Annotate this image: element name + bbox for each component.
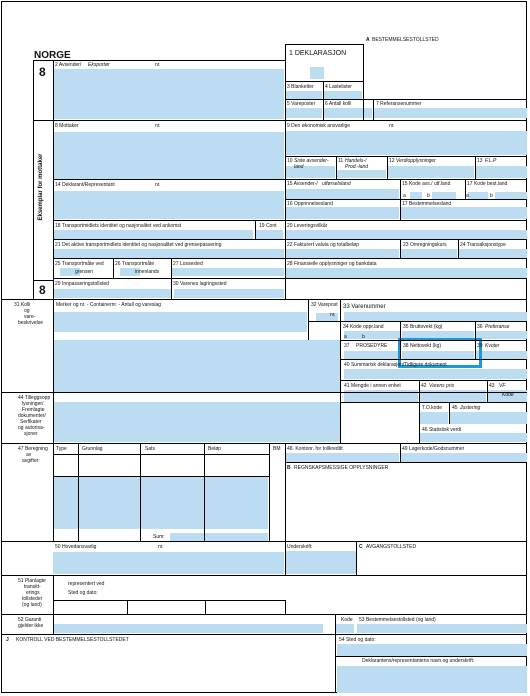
f44-label-5: Serfikater <box>20 419 42 425</box>
f13-italic: F.L.P <box>485 158 497 164</box>
rule <box>33 120 527 121</box>
signature-label: Underskrift: <box>287 544 313 550</box>
f4-label: 4 Lastelister <box>325 84 352 90</box>
rule <box>127 600 128 615</box>
f31-text: Merker og nr. - Containernr. - Antall og vareslag <box>56 302 162 308</box>
f16-label: 16 Opprinnelsesland <box>287 201 333 207</box>
rule <box>33 280 53 281</box>
f50-label: 50 Hovedansvarlig <box>55 544 97 550</box>
f17a-label: 17 Kode best.land <box>467 181 508 187</box>
forms-field[interactable] <box>286 91 322 99</box>
rule <box>53 575 54 635</box>
storage-place-field[interactable] <box>174 289 284 298</box>
f6-label: 6 Antall kolli <box>325 101 352 107</box>
col-rate: Sats <box>145 446 156 452</box>
f23-label: 23 Omregningskurs <box>403 242 447 248</box>
to-code-field[interactable] <box>420 412 448 424</box>
rule <box>205 600 206 615</box>
rule <box>53 454 269 455</box>
f15a-label: 15 Kode avs./ utf.land <box>402 181 451 187</box>
sum-field[interactable] <box>170 533 268 541</box>
f34-sub-a: a <box>344 334 347 340</box>
rule <box>53 179 527 180</box>
col-type: Type <box>56 446 67 452</box>
rule <box>363 44 364 120</box>
destination-office-field[interactable] <box>357 624 527 633</box>
rule <box>2 634 527 635</box>
f17a-sub-b: b <box>490 193 493 199</box>
col-amount: Beløp <box>208 446 222 452</box>
f19-label: 19 Cont <box>259 223 277 229</box>
f39-label: 39 <box>477 343 483 349</box>
guarantee-code-field[interactable] <box>336 624 354 633</box>
f8-nr: nr. <box>155 123 161 129</box>
f43-vf: VF <box>499 383 506 389</box>
section-j-letter: J <box>6 637 9 643</box>
rule <box>171 258 172 299</box>
f20-label: 20 Leveringsvilkår <box>287 223 328 229</box>
rule <box>285 44 363 45</box>
f24-label: 24 Transaksjonstype <box>460 242 506 248</box>
f9-label: 9 Den økonomisk ansvarlige <box>287 123 351 129</box>
f3-label: 3 Blanketter <box>287 84 314 90</box>
warehouse-code-field[interactable] <box>401 453 527 462</box>
to-code-label: T.O.kode <box>422 405 443 411</box>
rule <box>458 239 459 258</box>
f43-kode: Kode <box>502 392 514 398</box>
rule <box>285 199 527 200</box>
f2-label: 2 Avsender/ <box>55 62 82 68</box>
rule <box>285 81 363 82</box>
trade-country-field[interactable] <box>337 170 386 178</box>
f51-label-4: tollsteder <box>22 596 43 602</box>
place-date-label: Sted og dato: <box>68 590 98 596</box>
summary-declaration-field[interactable] <box>344 369 527 379</box>
f32-label: 32 Varepost <box>311 302 338 308</box>
rule <box>449 402 450 424</box>
f26-label-2: innenlands <box>135 269 160 275</box>
copy-side-label: Eksemplar for mottaker <box>38 153 44 221</box>
goods-description-lower-field[interactable] <box>53 340 340 392</box>
rule <box>53 220 527 221</box>
declaration-label: 1 DEKLARASJON <box>289 50 347 57</box>
rule <box>2 392 527 393</box>
destination-code-a-field[interactable] <box>468 192 488 199</box>
f34-label: 34 Kode oppr.land <box>343 324 384 330</box>
items-field[interactable] <box>286 108 322 118</box>
unloading-place-field[interactable] <box>172 268 284 276</box>
rule <box>113 258 114 278</box>
rule <box>2 575 527 576</box>
declarant-field[interactable] <box>53 191 284 219</box>
f43-label: 43 <box>489 383 495 389</box>
f13-label: 13 <box>477 158 483 164</box>
rule <box>285 44 286 299</box>
f44-label-4: dokumenter/ <box>18 413 46 419</box>
sender-field[interactable] <box>53 69 284 119</box>
f44-label: 44 Tilleggsopp <box>18 395 51 401</box>
sum-label: Sum: <box>153 534 165 540</box>
f2-italic: Eksportør <box>88 62 110 68</box>
f31-label-4: beskrivelse <box>18 320 44 326</box>
f49-label: 49 Lagerkode/Godsnummer <box>402 446 465 452</box>
f31-label-3: vare- <box>24 314 36 320</box>
declarant-signature-field[interactable] <box>337 666 527 693</box>
f47-label: 47 Beregning <box>18 446 48 452</box>
destination-country-field[interactable] <box>401 207 527 219</box>
destination-code-b-field[interactable] <box>495 192 527 199</box>
f27-label: 27 Lossested <box>173 261 203 267</box>
rule <box>340 402 527 403</box>
goods-description-field[interactable] <box>53 312 307 332</box>
f28-label: 28 Finansielle opplysninger og bankdata <box>287 261 377 267</box>
rule <box>400 239 401 258</box>
rule <box>2 541 527 542</box>
represented-by: representert ved <box>68 581 105 587</box>
f21-label: 21 Det aktive transportmidlets identitet og nasjonalitet ved grensepassering <box>55 242 222 248</box>
f39-italic: Kvoter <box>485 343 500 349</box>
f33-label: 33 Varenummer <box>343 304 386 310</box>
f45-italic: Justering <box>460 405 481 411</box>
rule <box>53 258 527 259</box>
declaration-type-field[interactable] <box>310 67 324 79</box>
f42-label: 42 <box>421 383 427 389</box>
copy-number-top: 8 <box>39 65 46 79</box>
f11-italic: Handels-/ Prod.-land <box>345 158 369 170</box>
duty-calc-field[interactable] <box>53 476 268 529</box>
place-date-field[interactable] <box>337 644 527 656</box>
rule <box>340 340 527 341</box>
rule <box>487 380 488 402</box>
rule <box>340 299 341 443</box>
rule <box>308 299 309 340</box>
statistical-value-field[interactable] <box>420 433 527 442</box>
credit-account-field[interactable] <box>286 453 399 462</box>
f25-label-2: grensen <box>75 269 94 275</box>
section-a-letter: A <box>366 37 370 43</box>
responsible-field[interactable] <box>286 131 527 155</box>
f25-label: 25 Transportmåte ved <box>55 261 104 267</box>
rule <box>340 359 527 360</box>
origin-code-field[interactable] <box>344 331 400 339</box>
financial-info-field[interactable] <box>286 268 527 278</box>
f44-label-6: og autorisa- <box>18 425 45 431</box>
transaction-type-field[interactable] <box>459 249 527 258</box>
section-b-title: REGNSKAPSMESSIGE OPPLYSNINGER <box>294 465 389 471</box>
f40-label: 40 Summarisk deklarasjon/Tidligere dokument <box>344 362 447 368</box>
f52-label-2: gjelder ikke <box>18 623 44 629</box>
f15a-sub-b: b <box>427 193 430 199</box>
dispatch-code-b-field[interactable] <box>432 192 456 199</box>
f51-label-5: (og land) <box>22 602 42 608</box>
rule <box>475 321 476 359</box>
country-title: NORGE <box>34 50 71 61</box>
f10-label: 10 <box>287 158 293 164</box>
f51-label-2: transitt- <box>24 584 41 590</box>
f36-label: 36 <box>477 324 483 330</box>
f37-label: 37 <box>344 343 350 349</box>
rule <box>2 443 527 444</box>
section-c-letter: C <box>359 544 363 550</box>
origin-country-field[interactable] <box>286 207 399 219</box>
rule <box>400 321 401 359</box>
code-label: Kode <box>341 617 353 623</box>
f15-label: 15 Avsender-/ <box>287 181 318 187</box>
packages-field[interactable] <box>324 108 372 118</box>
f17-label: 17 Bestemmelsesland <box>402 201 452 207</box>
f5-label: 5 Vareposter <box>287 101 316 107</box>
rule <box>323 81 324 120</box>
f26-label: 26 Transportmåte <box>115 261 155 267</box>
rule <box>356 541 357 575</box>
rule <box>255 220 256 239</box>
f12-label: 12 <box>389 158 395 164</box>
rule <box>53 600 285 601</box>
f14-nr: nr. <box>155 182 161 188</box>
f51-label-3: erings <box>26 590 40 596</box>
rule <box>285 156 527 157</box>
f35-label: 35 Bruttovekt (kg) <box>403 324 443 330</box>
loading-lists-field[interactable] <box>324 91 362 99</box>
rule <box>285 443 286 575</box>
f14-label: 14 Deklarant/Representant <box>55 182 115 188</box>
f45-label: 45 <box>452 405 458 411</box>
f7-label: 7 Referansenummer <box>376 101 422 107</box>
f54-signature-label: Deklarantens/representantens navn og underskrift: <box>362 658 475 664</box>
f17a-sub-a: a <box>466 193 469 199</box>
guarantee-field[interactable] <box>53 624 323 633</box>
section-c-title: AVGANGSTOLLSTED <box>366 544 417 550</box>
signature-field[interactable] <box>286 551 356 574</box>
f47-label-3: avgifter: <box>22 458 40 464</box>
entry-office-field[interactable] <box>53 289 172 298</box>
container-field[interactable] <box>256 230 283 239</box>
f29-label: 29 Innpasseringstollsted <box>55 281 109 287</box>
f41-label: 41 Mengde i annen enhet <box>344 383 401 389</box>
col-bm: BM <box>273 446 281 452</box>
rule <box>285 99 527 100</box>
rule <box>269 443 270 541</box>
f2-nr: nr. <box>155 62 161 68</box>
rule <box>53 278 527 279</box>
section-a-title: BESTEMMELSESTOLLSTED <box>372 37 439 43</box>
quota-field[interactable] <box>476 351 527 359</box>
dispatch-code-a-field[interactable] <box>410 192 422 199</box>
f44-label-7: sjoner <box>24 431 38 437</box>
rule <box>285 462 527 463</box>
section-b-letter: B <box>287 465 291 471</box>
rule <box>387 156 388 179</box>
invoice-currency-field[interactable] <box>286 249 399 258</box>
additional-info-field[interactable] <box>53 402 340 442</box>
rule <box>53 299 54 542</box>
f38-label: 38 Nettovekt (kg) <box>403 343 442 349</box>
commodity-code-field[interactable] <box>344 312 527 321</box>
f22-label: 22 Fakturert valuta og totalbeløp <box>287 242 359 248</box>
rule <box>400 443 401 462</box>
rule <box>285 600 286 615</box>
border-transport-field[interactable] <box>53 249 284 258</box>
f30-label: 30 Varenes lagringssted <box>173 281 227 287</box>
f53-label: 53 Bestemmelsestollsted (og land) <box>359 617 436 623</box>
principal-field[interactable] <box>53 552 284 574</box>
rule <box>336 156 337 179</box>
f42-italic: Varens pris <box>429 383 455 389</box>
rule <box>340 380 527 381</box>
f37-title: PROSEDYRE <box>356 343 388 349</box>
f18-label: 18 Transportmidlets identitet og nasjonalitet ved ankomst <box>55 223 182 229</box>
f32-nr: nr. <box>330 312 336 318</box>
dispatch-country-field[interactable] <box>286 189 399 199</box>
copy-number-bottom: 8 <box>39 283 46 297</box>
f31-label: 31 Kolli <box>14 302 31 308</box>
f44-label-3: Fremlagte <box>22 407 45 413</box>
rule <box>53 60 54 300</box>
f51-label: 51 Planlagte <box>18 578 46 584</box>
f44-label-2: lysninger/ <box>22 401 44 407</box>
arrival-transport-field[interactable] <box>53 230 253 239</box>
f48-label: 48. Kontonr. for tollkreditt <box>287 446 343 452</box>
f15a-sub-a: a <box>403 193 406 199</box>
consignee-field[interactable] <box>53 132 284 179</box>
reference-field[interactable] <box>374 108 527 118</box>
col-basis: Grunnlag <box>82 446 103 452</box>
value-info-field[interactable] <box>388 166 474 178</box>
rule <box>373 99 374 120</box>
rule <box>335 614 336 693</box>
procedure-field[interactable] <box>344 351 400 359</box>
rule <box>204 443 205 541</box>
f8-label: 8 Mottaker <box>55 123 79 129</box>
f46-label: 46 Statistisk verdi <box>422 427 462 433</box>
rule <box>336 656 527 657</box>
f52-label: 52 Garanti <box>18 617 42 623</box>
f34-sub-b: b <box>362 334 365 340</box>
rule <box>2 299 527 300</box>
f9-nr: nr. <box>389 123 395 129</box>
rule <box>475 156 476 179</box>
f15-italic: utførselsland <box>322 181 351 187</box>
f47-label-2: av <box>26 452 32 458</box>
rule <box>78 443 79 541</box>
rule <box>33 60 34 300</box>
exchange-rate-field[interactable] <box>401 249 457 258</box>
preference-field[interactable] <box>476 331 527 339</box>
adjustment-field[interactable] <box>450 412 527 424</box>
rule <box>400 179 401 220</box>
delivery-terms-field[interactable] <box>286 230 527 239</box>
section-j-title: KONTROLL VED BESTEMMELSESTOLLSTEDET <box>16 637 129 643</box>
rule <box>2 614 527 615</box>
f12-italic: Verdiopplysninger <box>396 158 436 164</box>
f10-italic: Siste avsender-land <box>294 158 329 170</box>
f50-nr: nr. <box>158 544 164 550</box>
rule <box>140 443 141 541</box>
f36-italic: Preferanse <box>485 324 510 330</box>
flp-field[interactable] <box>476 166 527 178</box>
rule <box>53 239 527 240</box>
rule <box>53 476 269 477</box>
f31-label-2: og <box>24 308 30 314</box>
f11-label: 11 <box>338 158 344 164</box>
f54-label: 54 Sted og dato: <box>339 637 376 643</box>
rule <box>419 380 420 443</box>
